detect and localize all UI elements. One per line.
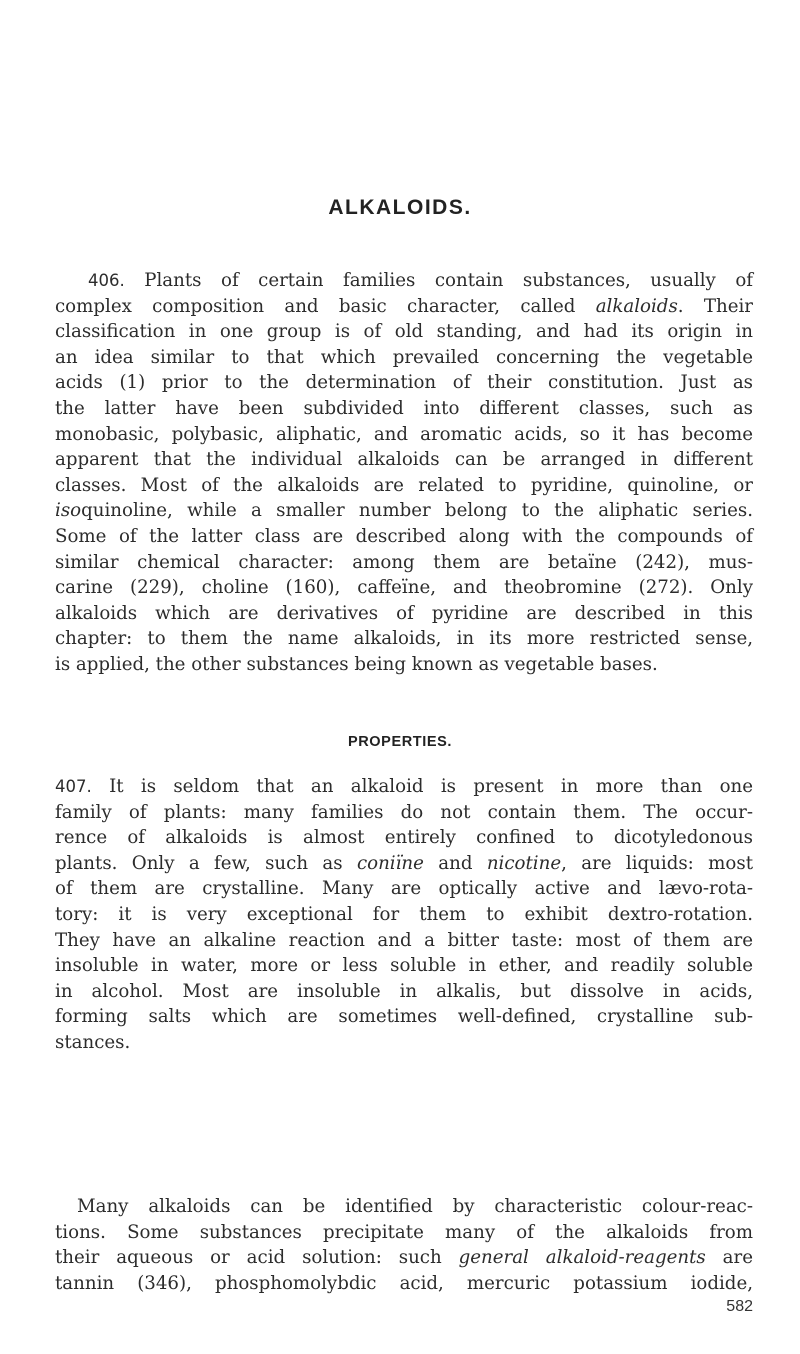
text-line: carine (229), choline (160), caffeïne, and theobromine (272). Only <box>55 577 753 599</box>
text-line: stances. <box>55 1031 131 1053</box>
text-line: They have an alkaline reaction and a bitter taste: most of them are <box>55 929 753 951</box>
italic-term: general alkaloid-reagents <box>458 1247 706 1269</box>
text-line: apparent that the individual alkaloids can be arranged in different <box>55 449 753 471</box>
text-line: rence of alkaloids is almost entirely confined to dicotyledonous <box>55 827 753 849</box>
paragraph-colour-reactions <box>55 1194 753 1296</box>
text-line: isoquinoline, while a smaller number belong to the aliphatic series. <box>55 500 753 522</box>
paragraph-number: 406. <box>88 271 125 290</box>
text-line: family of plants: many families do not contain them. The occur- <box>55 801 753 823</box>
italic-term: coniïne <box>356 852 424 874</box>
paragraph-number: 407. <box>55 777 92 796</box>
text-line: complex composition and basic character, called alkaloids. Their <box>55 295 753 317</box>
text-line: their aqueous or acid solution: such general alkaloid-reagents are <box>55 1247 753 1269</box>
text-line: is applied, the other substances being known as vegetable bases. <box>55 653 658 675</box>
italic-term: iso <box>55 500 82 522</box>
text-line: an idea similar to that which prevailed concerning the vegetable <box>55 346 753 368</box>
italic-term: alkaloids <box>595 295 678 317</box>
paragraph-407 <box>55 774 753 1056</box>
text-line: similar chemical character: among them are betaïne (242), mus- <box>55 551 753 573</box>
page-title: ALKALOIDS. <box>328 196 472 219</box>
text-line: in alcohol. Most are insoluble in alkalis, but dissolve in acids, <box>55 980 753 1002</box>
text-line: alkaloids which are derivatives of pyridine are described in this <box>55 602 753 624</box>
text-line: tannin (346), phosphomolybdic acid, mercuric potassium iodide, <box>55 1272 753 1294</box>
text-line: chapter: to them the name alkaloids, in its more restricted sense, <box>55 628 753 650</box>
text-line: acids (1) prior to the determination of their constitution. Just as <box>55 372 753 394</box>
text-line: the latter have been subdivided into different classes, such as <box>55 397 753 419</box>
text-line: monobasic, polybasic, aliphatic, and aromatic acids, so it has become <box>55 423 753 445</box>
text-line: forming salts which are sometimes well-defined, crystalline sub- <box>55 1006 753 1028</box>
text-line: tions. Some substances precipitate many of the alkaloids from <box>55 1221 753 1243</box>
text-line: Some of the latter class are described along with the compounds of <box>55 525 753 547</box>
text-line: classification in one group is of old standing, and had its origin in <box>55 321 753 343</box>
text-line: tory: it is very exceptional for them to exhibit dextro-rotation. <box>55 903 753 925</box>
text-line: insoluble in water, more or less soluble in ether, and readily soluble <box>55 955 753 977</box>
italic-term: nicotine <box>486 852 562 874</box>
page-number: 582 <box>726 1298 753 1315</box>
paragraph-406 <box>55 268 753 678</box>
text-line: of them are crystalline. Many are optically active and lævo-rota- <box>55 878 753 900</box>
text-line: classes. Most of the alkaloids are related to pyridine, quinoline, or <box>55 474 753 496</box>
section-heading: PROPERTIES. <box>347 734 453 750</box>
text-line: Many alkaloids can be identified by characteristic colour-reac- <box>77 1196 753 1217</box>
text-line: 407. It is seldom that an alkaloid is present in more than one <box>55 776 753 797</box>
text-line: plants. Only a few, such as coniïne and nicotine, are liquids: most <box>55 852 754 874</box>
text-line: 406. Plants of certain families contain substances, usually of <box>88 270 753 291</box>
